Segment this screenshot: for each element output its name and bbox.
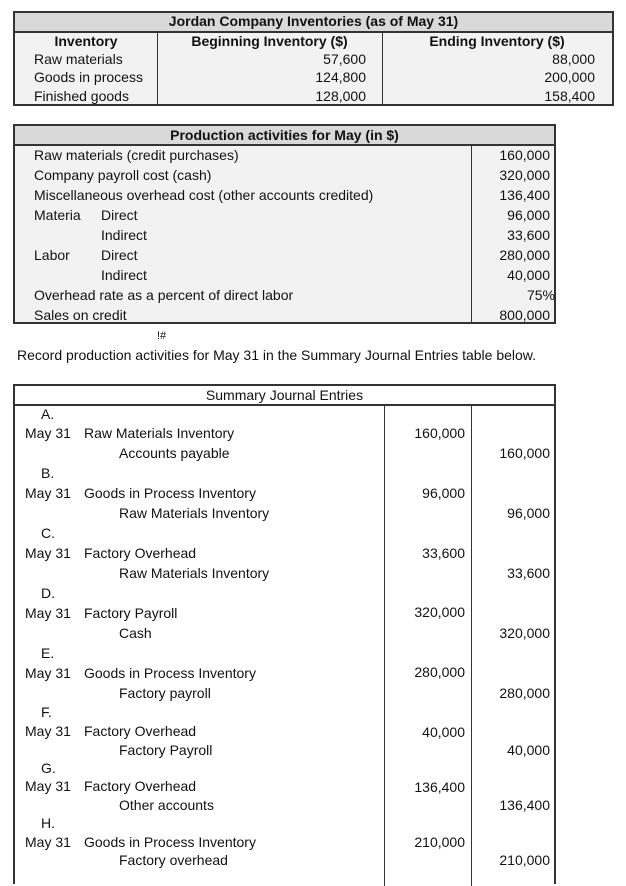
- entry-letter: C.: [41, 525, 55, 541]
- production-row-value: 320,000: [499, 167, 550, 183]
- entry-debit-amount: 96,000: [422, 485, 465, 501]
- entry-letter: A.: [41, 406, 55, 422]
- entry-credit-account: Cash: [119, 625, 152, 641]
- production-row-label: Materia: [34, 207, 81, 223]
- production-row-value: 136,400: [499, 187, 550, 203]
- instruction-text: Record production activities for May 31 in the Summary Journal Entries table below.: [17, 347, 537, 363]
- entry-debit-account: Factory Payroll: [84, 605, 178, 621]
- entry-date: May 31: [25, 778, 71, 794]
- entry-debit-amount: 280,000: [414, 664, 465, 680]
- entry-credit-amount: 210,000: [499, 852, 550, 868]
- production-row-sublabel: Direct: [101, 247, 138, 263]
- entry-debit-account: Raw Materials Inventory: [84, 425, 235, 441]
- production-row-sublabel: Indirect: [101, 267, 147, 283]
- entry-debit-account: Factory Overhead: [84, 545, 197, 561]
- entry-credit-account: Accounts payable: [119, 445, 230, 461]
- production-row-label: Overhead rate as a percent of direct labor: [34, 287, 294, 303]
- entry-credit-amount: 320,000: [499, 625, 550, 641]
- entry-debit-account: Goods in Process Inventory: [84, 665, 256, 681]
- entry-debit-amount: 40,000: [422, 724, 465, 740]
- entry-debit-amount: 160,000: [414, 425, 465, 441]
- entry-date: May 31: [25, 834, 71, 850]
- inventory-title: Jordan Company Inventories (as of May 31): [168, 13, 459, 29]
- inventory-row-ending: 88,000: [552, 51, 595, 67]
- production-row-value: 800,000: [499, 307, 550, 323]
- entry-credit-account: Raw Materials Inventory: [119, 505, 270, 521]
- inventory-header-beginning: Beginning Inventory ($): [191, 33, 348, 49]
- entry-letter: F.: [41, 704, 52, 720]
- inventory-header-label: Inventory: [54, 33, 118, 49]
- entry-date: May 31: [25, 605, 71, 621]
- inventory-row-beginning: 124,800: [315, 69, 366, 85]
- production-row-label: Company payroll cost (cash): [34, 167, 212, 183]
- entry-credit-amount: 160,000: [499, 445, 550, 461]
- entry-debit-account: Goods in Process Inventory: [84, 485, 256, 501]
- inventory-row-label: Finished goods: [34, 88, 129, 104]
- production-row-value: 96,000: [507, 207, 550, 223]
- entry-date: May 31: [25, 425, 71, 441]
- entry-credit-account: Factory payroll: [119, 685, 211, 701]
- entry-date: May 31: [25, 665, 71, 681]
- production-row-label: Labor: [34, 247, 70, 263]
- entry-credit-account: Factory Payroll: [119, 742, 213, 758]
- production-row-value: 280,000: [499, 247, 550, 263]
- entry-credit-account: Other accounts: [119, 797, 214, 813]
- entry-debit-account: Goods in Process Inventory: [84, 834, 256, 850]
- inventory-row-ending: 158,400: [544, 88, 595, 104]
- entry-date: May 31: [25, 545, 71, 561]
- inventory-row-ending: 200,000: [544, 69, 595, 85]
- production-row-sublabel: Direct: [101, 207, 138, 223]
- entry-debit-amount: 33,600: [422, 545, 465, 561]
- entry-debit-amount: 136,400: [414, 779, 465, 795]
- journal-title: Summary Journal Entries: [205, 387, 364, 403]
- entry-credit-account: Factory overhead: [119, 852, 228, 868]
- entry-date: May 31: [25, 723, 71, 739]
- production-row-value: 160,000: [499, 147, 550, 163]
- production-row-value: 75%: [526, 287, 555, 303]
- production-row-label: Sales on credit: [34, 307, 127, 323]
- entry-credit-amount: 136,400: [499, 797, 550, 813]
- production-row-value: 40,000: [507, 267, 550, 283]
- inventory-row-beginning: 128,000: [315, 88, 366, 104]
- entry-letter: H.: [41, 815, 55, 831]
- entry-debit-amount: 210,000: [414, 834, 465, 850]
- entry-credit-amount: 280,000: [499, 685, 550, 701]
- inventory-header-ending: Ending Inventory ($): [429, 33, 565, 49]
- journal-col-divider: [384, 406, 385, 886]
- entry-credit-account: Raw Materials Inventory: [119, 565, 270, 581]
- production-title: Production activities for May (in $): [170, 127, 399, 143]
- entry-date: May 31: [25, 485, 71, 501]
- entry-debit-account: Factory Overhead: [84, 723, 197, 739]
- production-row-label: Miscellaneous overhead cost (other accounts credited): [34, 187, 374, 203]
- inventory-row-label: Raw materials: [34, 51, 123, 67]
- entry-debit-amount: 320,000: [414, 604, 465, 620]
- entry-credit-amount: 33,600: [507, 565, 550, 581]
- inventory-row-beginning: 57,600: [323, 51, 366, 67]
- production-row-value: 33,600: [507, 227, 550, 243]
- entry-letter: D.: [41, 585, 55, 601]
- entry-credit-amount: 40,000: [507, 742, 550, 758]
- entry-letter: E.: [41, 645, 55, 661]
- entry-debit-account: Factory Overhead: [84, 778, 197, 794]
- stray-mark: !#: [157, 330, 167, 342]
- entry-credit-amount: 96,000: [507, 505, 550, 521]
- inventory-row-label: Goods in process: [34, 69, 143, 85]
- production-row-sublabel: Indirect: [101, 227, 147, 243]
- entry-letter: G.: [41, 760, 56, 776]
- entry-letter: B.: [41, 465, 55, 481]
- journal-col-divider: [471, 406, 472, 886]
- production-row-label: Raw materials (credit purchases): [34, 147, 239, 163]
